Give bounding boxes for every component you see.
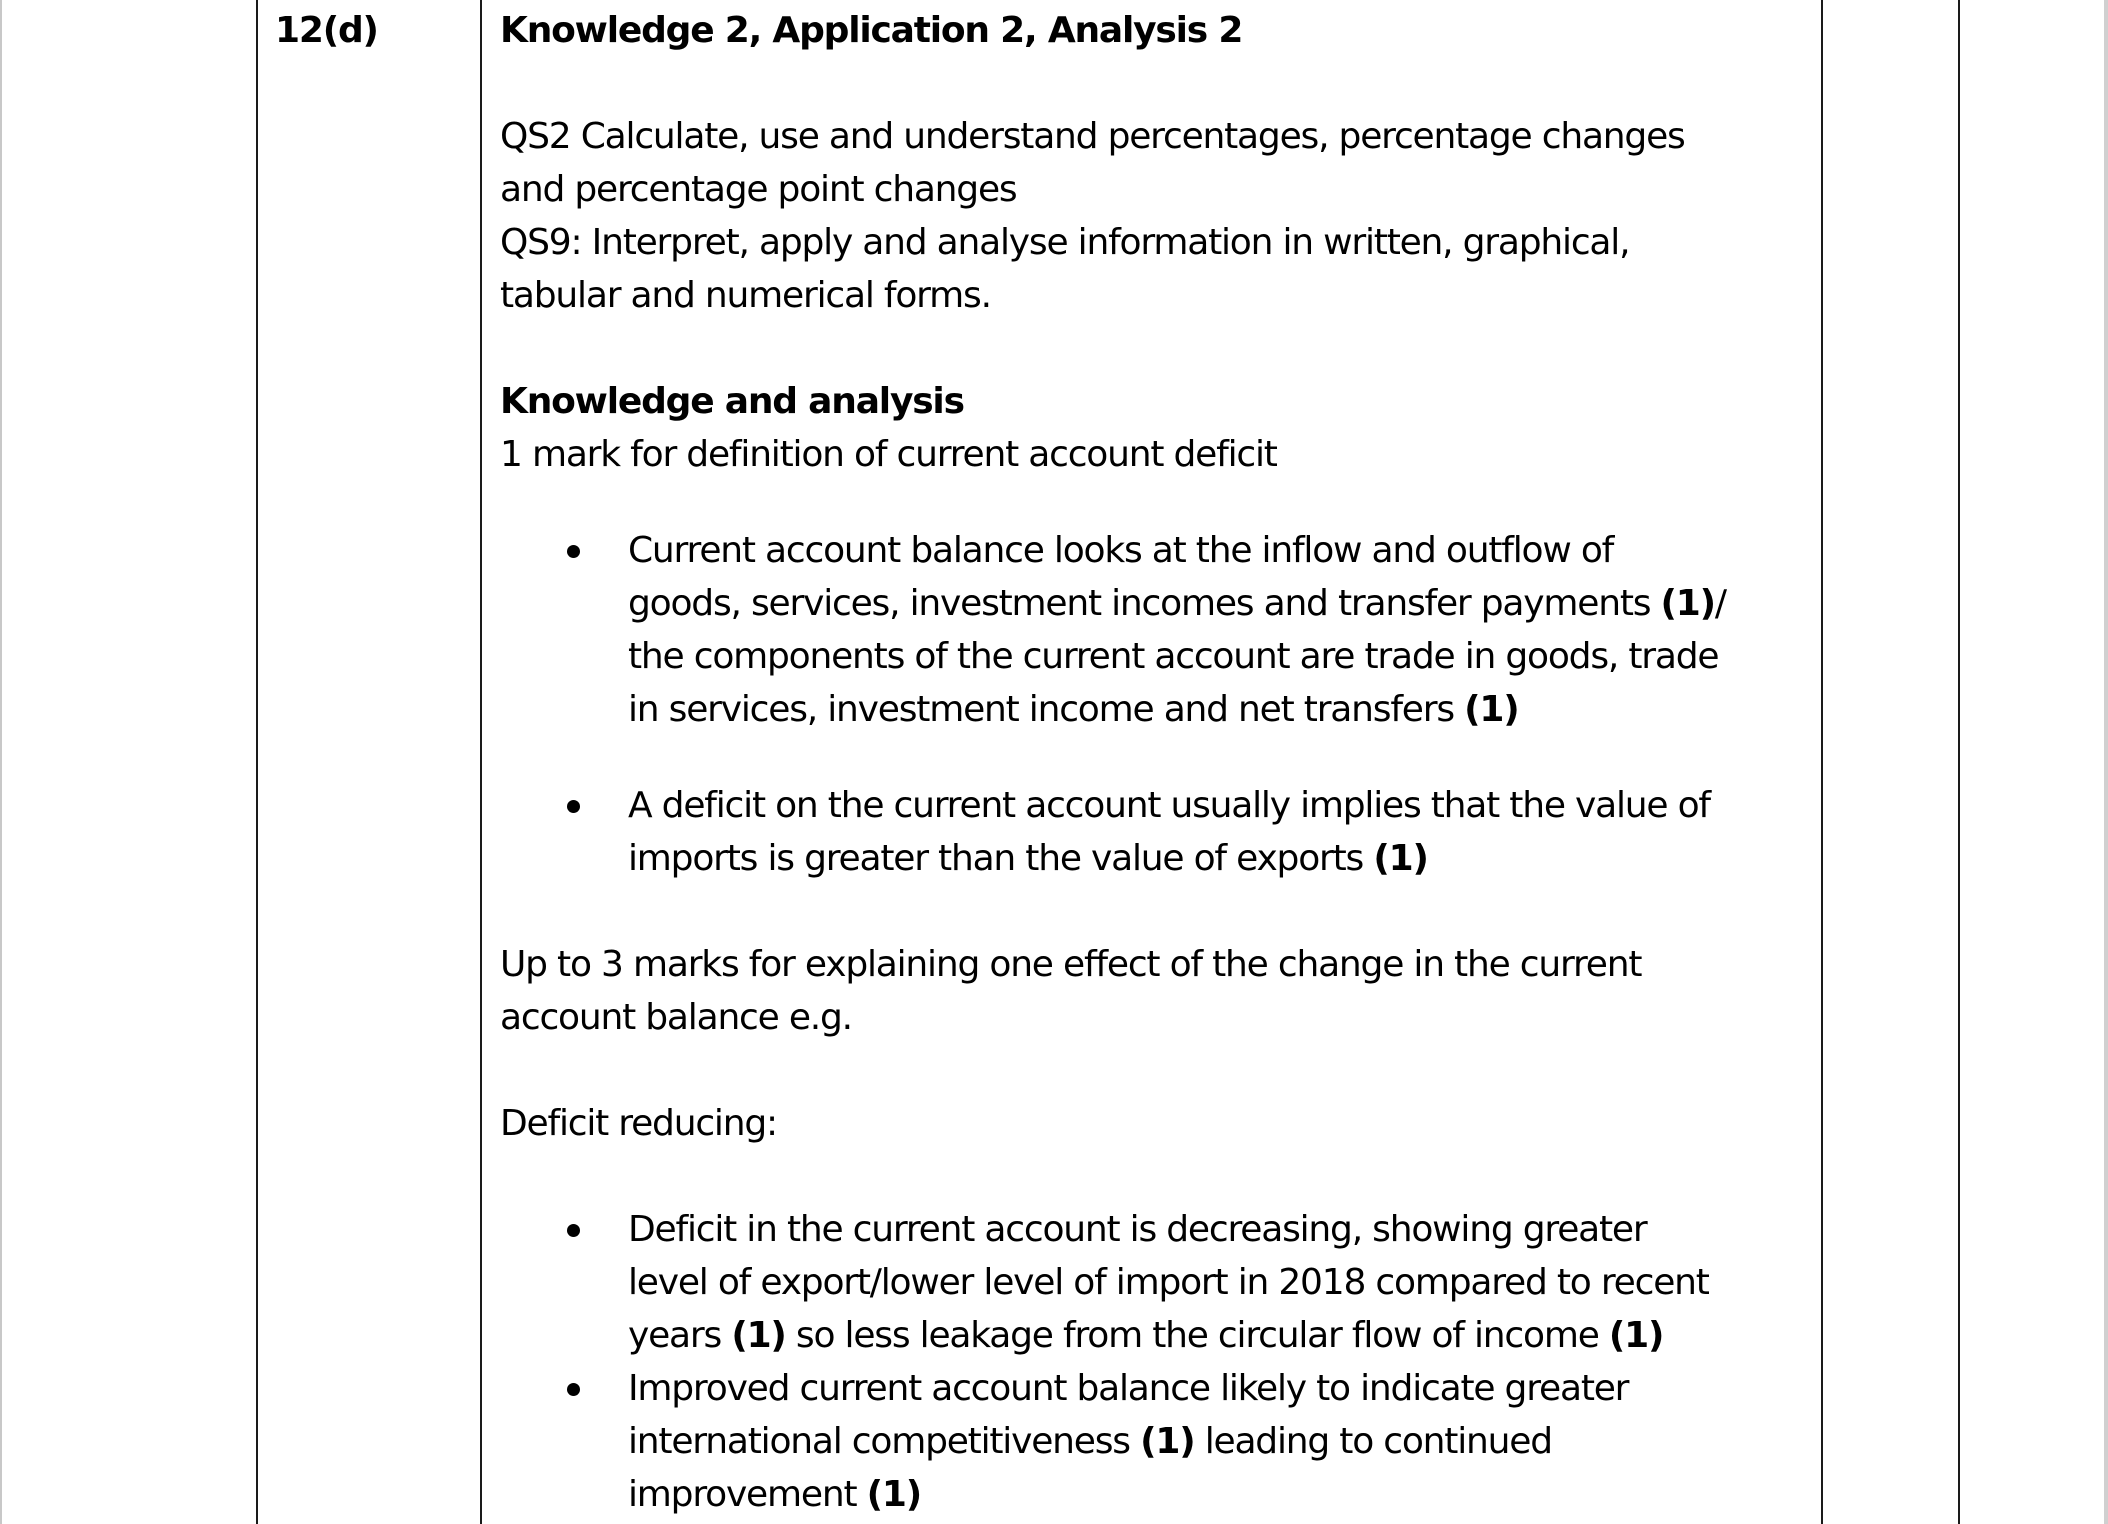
bullet-line [628, 1309, 1663, 1362]
bullet-line [628, 832, 1428, 885]
mark-label: (1) [731, 1315, 786, 1356]
bullet-line [628, 1415, 1552, 1468]
bullet-line: A deficit on the current account usually implies that the value of [628, 785, 1710, 826]
bullet-line: level of export/lower level of import in 2018 compared to recent [628, 1262, 1709, 1303]
table-border-4 [1958, 0, 1960, 1524]
bullet-icon [567, 800, 580, 813]
mark-label: (1) [1464, 689, 1519, 730]
mark-label: (1) [1140, 1421, 1195, 1462]
bullet-text: international competitiveness [628, 1421, 1141, 1462]
bullet-text: so less leakage from the circular flow of income [785, 1315, 1609, 1356]
effect-intro: account balance e.g. [500, 997, 852, 1038]
bullet-line: the components of the current account are trade in goods, trade [628, 636, 1719, 677]
bullet-text: years [628, 1315, 732, 1356]
mark-label: (1) [1373, 838, 1428, 879]
skill-line: tabular and numerical forms. [500, 275, 991, 316]
bullet-text: goods, services, investment incomes and transfer payments [628, 583, 1661, 624]
skill-line: and percentage point changes [500, 169, 1017, 210]
table-border-3 [1821, 0, 1823, 1524]
bullet-line [628, 577, 1726, 630]
mark-label: (1) [1608, 1315, 1664, 1356]
page-edge-left [0, 0, 2, 1524]
effect-intro: Up to 3 marks for explaining one effect of the change in the current [500, 944, 1642, 985]
bullet-text: / [1714, 583, 1726, 624]
skill-line: QS2 Calculate, use and understand percentages, percentage changes [500, 116, 1685, 157]
table-border-1 [256, 0, 258, 1524]
skill-line: QS9: Interpret, apply and analyse information in written, graphical, [500, 222, 1630, 263]
bullet-line [628, 683, 1519, 736]
mark-label: (1) [1660, 583, 1715, 624]
bullet-text: leading to continued [1194, 1421, 1552, 1462]
knowledge-heading: Knowledge and analysis [500, 381, 964, 422]
bullet-line: Current account balance looks at the inflow and outflow of [628, 530, 1614, 571]
bullet-line: Deficit in the current account is decreasing, showing greater [628, 1209, 1647, 1250]
bullet-icon [567, 1224, 580, 1237]
question-number: 12(d) [275, 10, 378, 51]
bullet-text: improvement [628, 1474, 867, 1515]
deficit-label: Deficit reducing: [500, 1103, 777, 1144]
bullet-text: imports is greater than the value of exports [628, 838, 1374, 879]
bullet-icon [567, 545, 580, 558]
bullet-text: in services, investment income and net transfers [628, 689, 1465, 730]
mark-label: (1) [866, 1474, 921, 1515]
page-edge-right [2104, 0, 2108, 1524]
knowledge-intro: 1 mark for definition of current account deficit [500, 434, 1277, 475]
bullet-line [628, 1468, 921, 1521]
table-border-2 [480, 0, 482, 1524]
bullet-line: Improved current account balance likely to indicate greater [628, 1368, 1629, 1409]
marks-heading: Knowledge 2, Application 2, Analysis 2 [500, 10, 1243, 51]
bullet-icon [567, 1383, 580, 1396]
